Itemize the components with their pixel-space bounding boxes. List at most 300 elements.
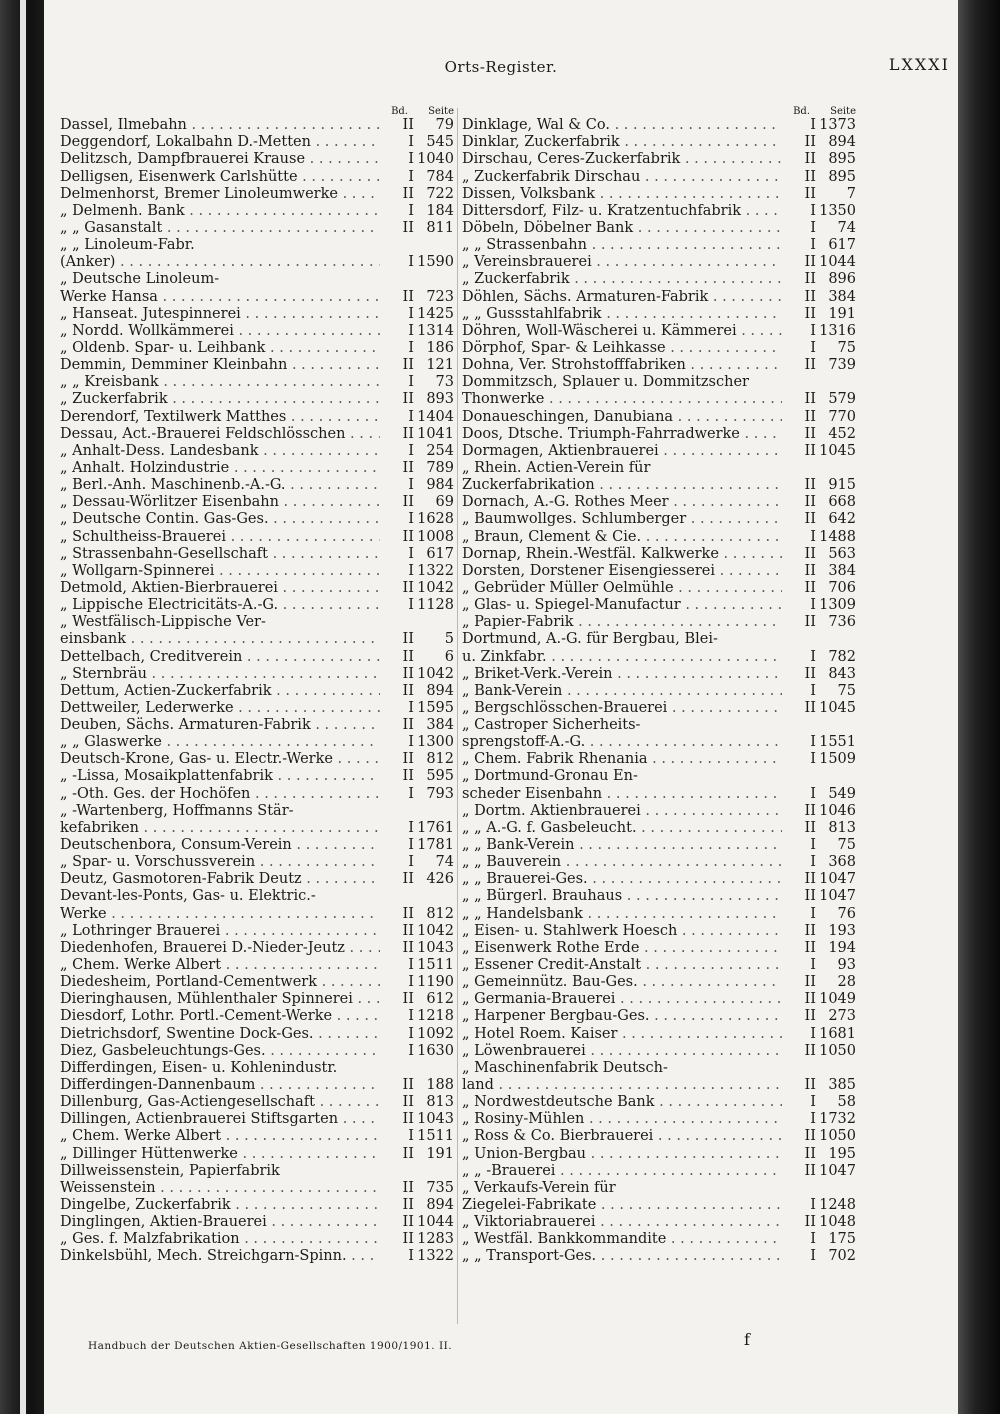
entry-name: Dinkelsbühl, Mech. Streichgarn-Spinn. . . . [60,1248,380,1265]
entry-page: 1045 [819,699,856,716]
index-entry [462,649,858,666]
entry-name: Deggendorf, Lokalbahn D.-Metten . . . [60,134,380,151]
entry-name: „ Deutsche Contin. Gas-Ges. . . . [60,511,380,528]
index-entry [462,546,858,563]
entry-name: Ziegelei-Fabrikate . . . [462,1197,782,1214]
entry-name: Dassel, Ilmebahn . . . [60,117,380,134]
entry-volume: II [804,974,816,991]
entry-volume: II [402,1111,414,1128]
entry-name: „ Dessau-Wörlitzer Eisenbahn . . . [60,494,380,511]
entry-volume: I [810,322,816,339]
entry-volume: I [408,1248,414,1265]
entry-name: Donaueschingen, Danubiana . . . [462,409,782,426]
index-entry [60,631,456,648]
entry-volume: II [402,288,414,305]
entry-name: „ „ -Brauerei . . . [462,1163,782,1180]
entry-page: 1044 [417,1214,454,1231]
entry-page: 1008 [417,528,454,545]
entry-volume: II [804,922,816,939]
index-entry [60,1043,456,1060]
entry-page: 1049 [819,991,856,1008]
index-entry [462,1026,858,1043]
index-entry [60,957,456,974]
entry-name: Thonwerke . . . [462,391,782,408]
entry-name: Dillingen, Actienbrauerei Stiftsgarten . . . [60,1111,380,1128]
entry-name: „ Anhalt. Holzindustrie . . . [60,460,380,477]
index-entry [60,426,456,443]
entry-page: 191 [426,1145,454,1162]
entry-page: 1092 [417,1025,454,1042]
entry-volume: II [804,151,816,168]
index-entry [60,237,456,254]
entry-page: 1425 [417,305,454,322]
entry-page: 894 [426,682,454,699]
index-entry [462,786,858,803]
entry-page: 1042 [417,665,454,682]
entry-volume: I [408,254,414,271]
entry-page: 1047 [819,871,856,888]
entry-volume: I [810,648,816,665]
index-entry [462,768,858,785]
entry-page: 1042 [417,579,454,596]
entry-name: „ „ Linoleum-Fabr. [60,237,195,254]
entry-name: „ „ Brauerei-Ges. . . . [462,871,782,888]
entry-volume: II [804,1128,816,1145]
entry-page: 5 [444,631,454,648]
entry-volume: II [402,871,414,888]
entry-volume: II [804,545,816,562]
entry-volume: I [810,339,816,356]
entry-name: Delmenhorst, Bremer Linoleumwerke . . . [60,186,380,203]
index-entry [60,666,456,683]
entry-page: 1218 [417,1008,454,1025]
index-entry [462,1146,858,1163]
index-entry [60,649,456,666]
index-entry [462,991,858,1008]
page-title: Orts-Register. [444,58,558,76]
entry-volume: I [408,1008,414,1025]
entry-name: Dillweissenstein, Papierfabrik [60,1162,280,1179]
index-entry [60,837,456,854]
entry-name: Diez, Gasbeleuchtungs-Ges. . . . [60,1043,380,1060]
entry-volume: II [804,168,816,185]
seite-header: Seite [830,106,856,117]
index-entry [462,1163,858,1180]
entry-page: 1047 [819,1162,856,1179]
entry-name: Dieringhausen, Mühlenthaler Spinnerei . . . [60,991,380,1008]
entry-volume: I [408,151,414,168]
entry-page: 1128 [417,597,454,614]
index-entry [462,254,858,271]
entry-volume: II [804,614,816,631]
index-entry [462,614,858,631]
entry-name: Dortmund, A.-G. für Bergbau, Blei- [462,631,718,648]
entry-page: 1761 [417,819,454,836]
entry-page: 1781 [417,837,454,854]
entry-page: 1628 [417,511,454,528]
entry-volume: I [408,202,414,219]
entry-volume: I [810,219,816,236]
index-entry [462,906,858,923]
index-entry [60,940,456,957]
entry-volume: II [402,768,414,785]
entry-volume: II [804,185,816,202]
index-entry [60,854,456,871]
entry-volume: II [402,751,414,768]
entry-page: 69 [435,494,454,511]
index-entry [462,494,858,511]
entry-name: „ Papier-Fabrik . . . [462,614,782,631]
entry-name: „ „ Bank-Verein . . . [462,837,782,854]
index-entry [60,271,456,288]
index-entry [60,117,456,134]
index-entry [462,1111,858,1128]
entry-name: „ „ Glaswerke . . . [60,734,380,751]
entry-name: „ „ Handelsbank . . . [462,906,782,923]
entry-page: 1300 [417,734,454,751]
entry-page: 1309 [819,597,856,614]
entry-name: Dettelbach, Creditverein . . . [60,649,380,666]
entry-volume: II [804,802,816,819]
entry-name: „ „ Transport-Ges. . . . [462,1248,782,1265]
entry-volume: I [408,408,414,425]
index-entry [60,563,456,580]
entry-name: Differdingen, Eisen- u. Kohlenindustr. [60,1059,338,1076]
entry-volume: I [408,545,414,562]
entry-volume: II [804,1214,816,1231]
index-entry [60,580,456,597]
entry-name: „ Gebrüder Müller Oelmühle . . . [462,580,782,597]
entry-page: 894 [828,134,856,151]
entry-name: Döhlen, Sächs. Armaturen-Fabrik . . . [462,289,782,306]
index-entry [462,631,858,648]
entry-name: „ Viktoriabrauerei . . . [462,1214,782,1231]
index-entry [60,1094,456,1111]
entry-page: 452 [828,425,856,442]
entry-volume: II [402,905,414,922]
entry-volume: II [402,425,414,442]
index-entry [60,477,456,494]
entry-volume: II [804,991,816,1008]
index-entry [60,1197,456,1214]
entry-page: 915 [828,477,856,494]
entry-volume: II [804,939,816,956]
entry-name: Zuckerfabrikation . . . [462,477,782,494]
index-entry [462,289,858,306]
entry-name: „ Essener Credit-Anstalt . . . [462,957,782,974]
entry-name: Dinglingen, Aktien-Brauerei . . . [60,1214,380,1231]
entry-name: Dettweiler, Lederwerke . . . [60,700,380,717]
entry-name: „ Sternbräu . . . [60,666,380,683]
entry-name: Döbeln, Döbelner Bank . . . [462,220,782,237]
entry-volume: II [804,819,816,836]
entry-volume: II [804,442,816,459]
scan-edge-strip [20,0,26,1414]
entry-name: „ Eisenwerk Rothe Erde . . . [462,940,782,957]
entry-page: 6 [444,648,454,665]
entry-name: Werke . . . [60,906,380,923]
entry-page: 1681 [819,1025,856,1042]
entry-volume: II [804,425,816,442]
entry-page: 893 [426,391,454,408]
entry-name: Dornap, Rhein.-Westfäl. Kalkwerke . . . [462,546,782,563]
index-entry [60,340,456,357]
entry-name: „ Lippische Electricitäts-A.-G. . . . [60,597,380,614]
entry-volume: II [402,717,414,734]
document-page [44,0,958,1414]
index-entry [60,1060,456,1077]
entry-name: Dommitzsch, Splauer u. Dommitzscher [462,374,749,391]
entry-page: 894 [426,1197,454,1213]
entry-volume: II [402,1231,414,1248]
index-entry [462,460,858,477]
entry-name: „ „ Bürgerl. Brauhaus . . . [462,888,782,905]
index-entry [60,751,456,768]
entry-page: 58 [837,1094,856,1111]
index-entry [60,614,456,631]
index-entry [60,820,456,837]
entry-volume: I [408,562,414,579]
entry-page: 1050 [819,1128,856,1145]
entry-page: 1190 [417,974,454,991]
index-entry [462,837,858,854]
index-entry [60,391,456,408]
entry-page: 75 [837,339,856,356]
entry-page: 1373 [819,117,856,134]
entry-volume: II [804,871,816,888]
entry-volume: I [408,374,414,391]
entry-name: „ Eisen- u. Stahlwerk Hoesch . . . [462,923,782,940]
entry-name: „ Braun, Clement & Cie. . . . [462,529,782,546]
entry-name: Demmin, Demminer Kleinbahn . . . [60,357,380,374]
entry-volume: II [804,1008,816,1025]
index-entry [60,974,456,991]
entry-volume: I [408,511,414,528]
entry-name: „ Gemeinnütz. Bau-Ges. . . . [462,974,782,991]
entry-page: 895 [828,168,856,185]
entry-name: Werke Hansa . . . [60,289,380,306]
entry-volume: I [810,837,816,854]
entry-page: 617 [426,545,454,562]
index-entry [60,289,456,306]
index-entry [462,186,858,203]
entry-name: Derendorf, Textilwerk Matthes . . . [60,409,380,426]
right-entries [462,117,858,1265]
entry-volume: II [804,511,816,528]
entry-volume: II [402,682,414,699]
entry-volume: II [804,699,816,716]
scan-edge-right [958,0,1000,1414]
entry-page: 1511 [417,957,454,974]
entry-name: „ Hotel Roem. Kaiser . . . [462,1026,782,1043]
entry-page: 1595 [417,699,454,716]
index-entry [60,1248,456,1265]
index-entry [60,906,456,923]
index-entry [60,134,456,151]
entry-page: 385 [828,1077,856,1094]
entry-name: Weissenstein . . . [60,1180,380,1197]
entry-page: 722 [426,185,454,202]
entry-name: „ Baumwollges. Schlumberger . . . [462,511,782,528]
index-entry [462,151,858,168]
entry-page: 706 [828,579,856,596]
entry-page: 1511 [417,1128,454,1145]
index-entry [462,1231,858,1248]
bd-header: Bd. [793,106,810,117]
entry-volume: II [402,357,414,374]
entry-volume: I [408,837,414,854]
entry-name: (Anker) . . . [60,254,380,271]
entry-page: 194 [828,939,856,956]
entry-volume: II [402,631,414,648]
entry-volume: I [810,1197,816,1213]
entry-page: 735 [426,1179,454,1196]
entry-volume: I [408,597,414,614]
entry-page: 579 [828,391,856,408]
entry-page: 1551 [819,734,856,751]
index-entry [60,1214,456,1231]
index-entry [462,854,858,871]
entry-page: 1488 [819,528,856,545]
entry-page: 1044 [819,254,856,271]
entry-page: 1509 [819,751,856,768]
index-entry [462,409,858,426]
index-entry [462,803,858,820]
entry-volume: II [402,494,414,511]
entry-page: 1045 [819,442,856,459]
index-entry [462,391,858,408]
index-entry [60,169,456,186]
entry-name: „ Chem. Werke Albert . . . [60,1128,380,1145]
entry-page: 1043 [417,939,454,956]
index-entry [462,134,858,151]
entry-page: 739 [828,357,856,374]
entry-volume: I [810,1248,816,1265]
entry-page: 193 [828,922,856,939]
entry-page: 121 [426,357,454,374]
entry-name: Dornach, A.-G. Rothes Meer . . . [462,494,782,511]
entry-name: „ Harpener Bergbau-Ges. . . . [462,1008,782,1025]
entry-volume: I [810,905,816,922]
index-entry [60,151,456,168]
entry-page: 1590 [417,254,454,271]
entry-volume: I [408,1042,414,1059]
entry-page: 793 [426,785,454,802]
entry-volume: I [810,785,816,802]
index-entry [462,820,858,837]
entry-page: 563 [828,545,856,562]
right-column [462,100,858,1266]
index-entry [462,1094,858,1111]
page-number-roman: LXXXI [888,55,950,74]
entry-volume: I [408,322,414,339]
entry-page: 843 [828,665,856,682]
entry-volume: II [804,1162,816,1179]
index-entry [462,940,858,957]
index-entry [462,923,858,940]
index-entry [462,323,858,340]
entry-volume: II [804,271,816,288]
entry-page: 7 [846,185,856,202]
left-column [60,100,456,1266]
left-entries [60,117,456,1265]
index-entry [60,1231,456,1248]
index-entry [60,529,456,546]
entry-page: 1046 [819,802,856,819]
entry-volume: I [810,751,816,768]
index-entry [60,1180,456,1197]
entry-name: „ Strassenbahn-Gesellschaft . . . [60,546,380,563]
entry-page: 1048 [819,1214,856,1231]
index-entry [60,1111,456,1128]
entry-name: „ „ Gasanstalt . . . [60,220,380,237]
entry-name: „ Spar- u. Vorschussverein . . . [60,854,380,871]
entry-name: „ „ Strassenbahn . . . [462,237,782,254]
index-entry [462,529,858,546]
entry-page: 784 [426,168,454,185]
entry-name: „ „ Gussstahlfabrik . . . [462,306,782,323]
index-entry [462,443,858,460]
entry-volume: I [810,854,816,871]
entry-page: 1350 [819,202,856,219]
bd-header: Bd. [391,106,408,117]
index-entry [60,220,456,237]
entry-name: „ Bergschlösschen-Brauerei . . . [462,700,782,717]
entry-name: „ Anhalt-Dess. Landesbank . . . [60,443,380,460]
entry-page: 895 [828,151,856,168]
entry-page: 617 [828,237,856,254]
index-entry [462,426,858,443]
entry-page: 702 [828,1248,856,1265]
entry-page: 75 [837,682,856,699]
entry-volume: I [408,974,414,991]
entry-name: Delitzsch, Dampfbrauerei Krause . . . [60,151,380,168]
entry-page: 384 [828,288,856,305]
entry-page: 74 [435,854,454,871]
column-divider [457,108,458,1324]
entry-volume: I [810,597,816,614]
entry-volume: II [402,922,414,939]
entry-name: Delligsen, Eisenwerk Carlshütte . . . [60,169,380,186]
entry-volume: II [402,991,414,1008]
entry-volume: II [402,459,414,476]
entry-name: Döhren, Woll-Wäscherei u. Kämmerei . . . [462,323,782,340]
index-entry [60,443,456,460]
entry-page: 73 [435,374,454,391]
entry-page: 813 [426,1094,454,1111]
index-entry [60,717,456,734]
entry-page: 426 [426,871,454,888]
entry-volume: II [804,134,816,151]
index-entry [60,700,456,717]
index-entry [60,786,456,803]
entry-volume: II [402,117,414,134]
index-entry [60,409,456,426]
index-entry [60,923,456,940]
entry-page: 384 [426,717,454,734]
entry-volume: I [810,237,816,254]
entry-name: Dinklage, Wal & Co. . . . [462,117,782,134]
index-entry [60,1026,456,1043]
index-entry [462,340,858,357]
index-entry [60,1008,456,1025]
entry-page: 723 [426,288,454,305]
entry-volume: II [402,1094,414,1111]
entry-page: 1047 [819,888,856,905]
index-entry [462,511,858,528]
index-entry [60,1163,456,1180]
entry-name: „ Nordwestdeutsche Bank . . . [462,1094,782,1111]
